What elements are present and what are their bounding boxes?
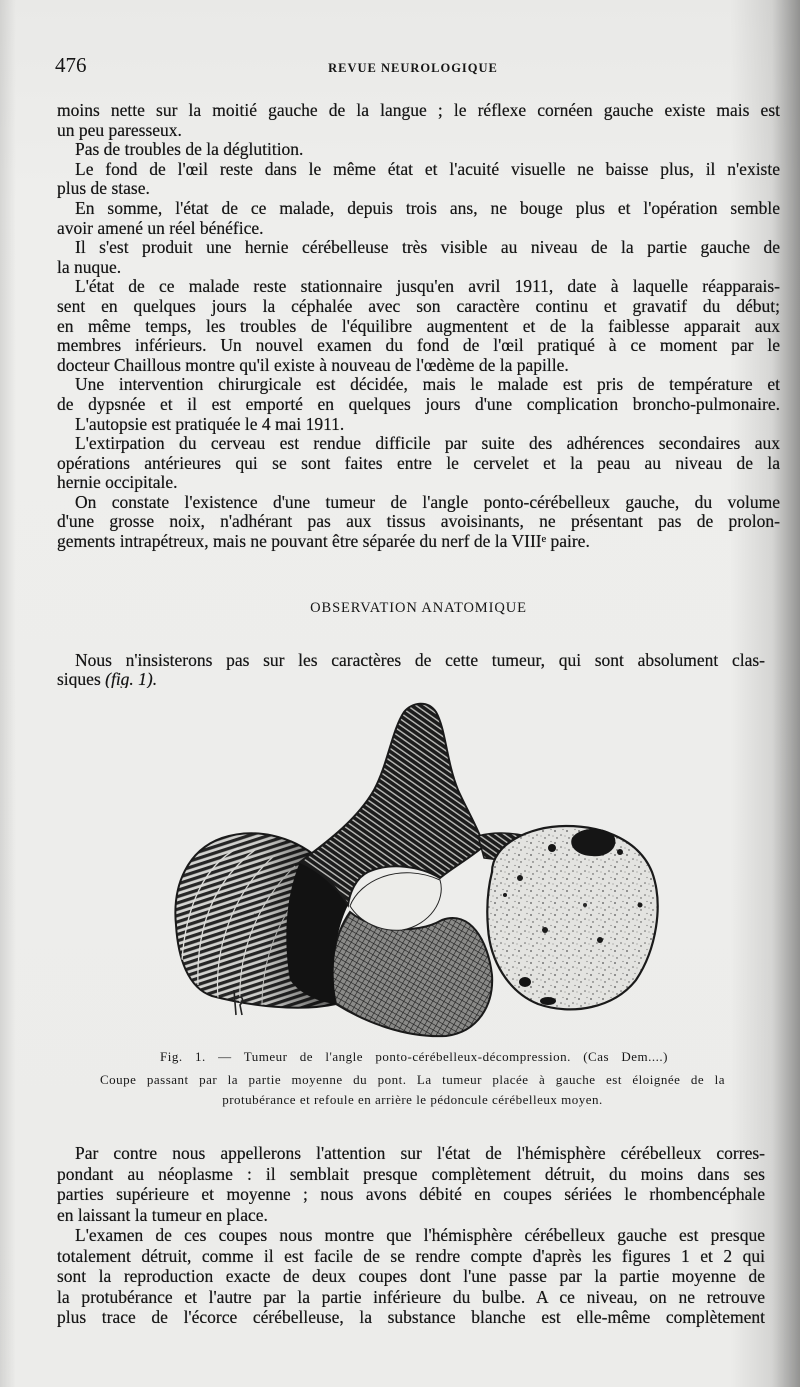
tumor-spot — [597, 937, 603, 943]
text-line: L'état de ce malade reste stationnaire jusqu'en avril 1911, date à laquelle réapparais- — [75, 277, 780, 297]
text-line: Une intervention chirurgicale est décidée, mais le malade est pris de température et — [75, 375, 780, 395]
tumor-spot — [617, 849, 623, 855]
text-line: L'examen de ces coupes nous montre que l'hémisphère cérébelleux gauche est presque — [75, 1225, 765, 1245]
text-line: hernie occipitale. — [57, 473, 178, 493]
section-heading: OBSERVATION ANATOMIQUE — [310, 600, 527, 616]
text-line: la nuque. — [57, 257, 122, 277]
text-line: en laissant la tumeur en place. — [57, 1204, 268, 1225]
figure-bottom-band — [332, 912, 492, 1036]
intro-paragraph — [57, 651, 765, 688]
text-line: Le fond de l'œil reste dans le même état et l'acuité visuelle ne baisse plus, il n'existe — [75, 159, 780, 179]
figure-tumor — [487, 826, 657, 1009]
tumor-spot — [638, 903, 643, 908]
tumor-spot — [503, 893, 507, 897]
text-line: L'extirpation du cerveau est rendue difficile par suite des adhérences secondaires aux — [75, 434, 780, 454]
text-line — [57, 670, 765, 689]
running-title: REVUE NEUROLOGIQUE — [328, 61, 498, 75]
text-line: sent en quelques jours la céphalée avec son caractère continu et gravatif du début; — [57, 296, 780, 316]
figure-1-drawing — [160, 695, 670, 1050]
text-fragment: siques — [57, 669, 101, 688]
text-line: sont la reproduction exacte de deux coupes dont l'une passe par la partie moyenne de — [57, 1266, 765, 1286]
text-line: Pas de troubles de la déglutition. — [75, 140, 304, 160]
text-line: plus trace de l'écorce cérébelleuse, la substance blanche est elle-même complètement — [57, 1307, 765, 1327]
text-line: totalement détruit, comme il est facile de se rendre compte d'après les figures 1 et 2 qui — [57, 1245, 765, 1266]
page-number: 476 — [55, 53, 87, 77]
figure-reference: (fig. 1). — [105, 669, 158, 688]
tumor-spot — [519, 977, 531, 987]
text-line: docteur Chaillous montre qu'il existe à nouveau de l'œdème de la papille. — [57, 355, 569, 375]
text-line: En somme, l'état de ce malade, depuis trois ans, ne bouge plus et l'opération semble — [75, 198, 780, 218]
lower-text-block — [57, 1143, 765, 1328]
text-line: de dypsnée et il est emporté en quelques jours d'une complication broncho-pulmonaire. — [57, 394, 780, 414]
tumor-spot — [542, 927, 548, 933]
tumor-spot — [540, 997, 556, 1005]
text-line: Nous n'insisterons pas sur les caractères de cette tumeur, qui sont absolument clas- — [75, 651, 765, 670]
upper-text-block — [57, 101, 780, 552]
tumor-spot — [583, 903, 587, 907]
text-line: la protubérance et l'autre par la partie inférieure du bulbe. A ce niveau, on ne retrouve — [57, 1286, 765, 1307]
caption-line: protubérance et refoule en arrière le pédoncule cérébelleux moyen. — [222, 1092, 603, 1107]
tumor-spot — [548, 844, 556, 852]
text-line: membres inférieurs. Un nouvel examen du fond de l'œil pratiqué à ce moment par le — [57, 336, 780, 356]
text-line: plus de stase. — [57, 179, 150, 199]
text-line: Il s'est produit une hernie cérébelleuse très visible au niveau de la partie gauche de — [75, 238, 780, 258]
text-line: moins nette sur la moitié gauche de la langue ; le réflexe cornéen gauche existe mais est — [57, 101, 780, 120]
text-line: d'une grosse noix, n'adhérant pas aux tissus avoisinants, ne présentant pas de prolon- — [57, 512, 780, 532]
text-line: pondant au néoplasme : il semblait presque complètement détruit, du moins dans ses — [57, 1163, 765, 1184]
text-line: un peu paresseux. — [57, 120, 182, 140]
caption-title: Fig. 1. — Tumeur de l'angle ponto-cérébelleux-décompression. (Cas Dem....) — [160, 1049, 668, 1064]
text-line: en même temps, les troubles de l'équilibre augmentent et de la faiblesse apparait aux — [57, 316, 780, 336]
tumor-spot — [517, 875, 523, 881]
text-line: avoir amené un réel bénéfice. — [57, 218, 264, 238]
text-line: Par contre nous appellerons l'attention sur l'état de l'hémisphère cérébelleux corres- — [75, 1143, 765, 1163]
caption-line: Coupe passant par la partie moyenne du pont. La tumeur placée à gauche est éloignée de la — [100, 1072, 725, 1087]
text-line: L'autopsie est pratiquée le 4 mai 1911. — [75, 414, 345, 434]
text-line: gements intrapétreux, mais ne pouvant être séparée du nerf de la VIIIᵉ paire. — [57, 532, 590, 552]
text-line: opérations antérieures qui se sont faites entre le cervelet et la peau au niveau de la — [57, 453, 780, 473]
text-line: parties supérieure et moyenne ; nous avons débité en coupes sériées le rhombencéphale — [57, 1184, 765, 1204]
text-line: On constate l'existence d'une tumeur de l'angle ponto-cérébelleux gauche, du volume — [75, 492, 780, 512]
